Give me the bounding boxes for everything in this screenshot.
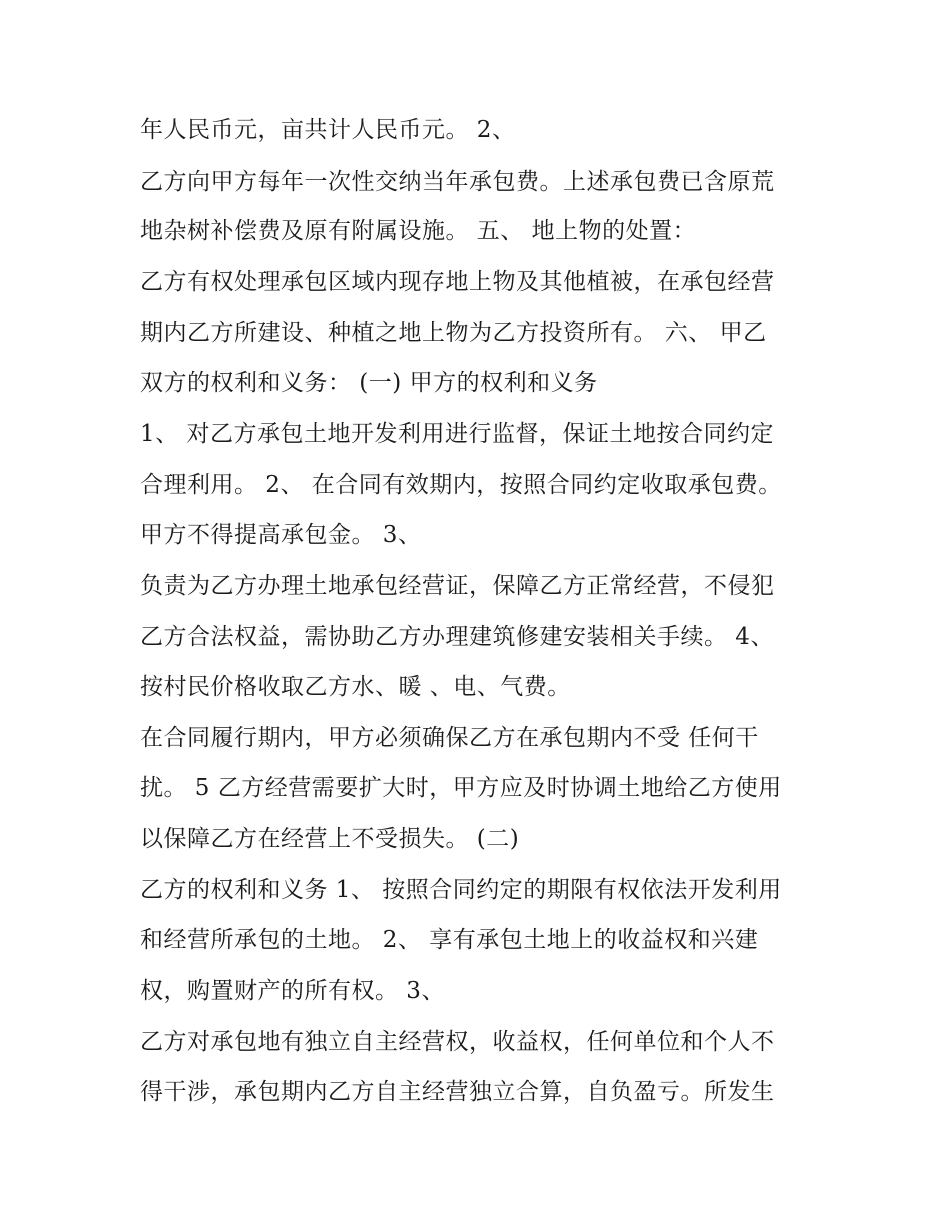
text-line-17: 和经营所承包的土地。 2、 享有承包土地上的收益权和兴建 (140, 927, 759, 953)
text-line-6: 双方的权利和义务： (一) 甲方的权利和义务 (140, 370, 598, 396)
text-line-13: 在合同履行期内，甲方必须确保乙方在承包期内不受 任何干 (140, 725, 759, 751)
text-line-16: 乙方的权利和义务 1、 按照合同约定的期限有权依法开发利用 (140, 877, 782, 903)
text-line-2: 乙方向甲方每年一次性交纳当年承包费。上述承包费已含原荒 (140, 169, 775, 195)
text-line-20: 得干涉，承包期内乙方自主经营独立合算，自负盈亏。所发生 (140, 1079, 775, 1105)
text-line-18: 权，购置财产的所有权。 3、 (140, 978, 445, 1004)
text-line-12: 按村民价格收取乙方水、暖 、电、气费。 (140, 674, 571, 700)
text-line-8: 合理利用。 2、 在合同有效期内，按照合同约定收取承包费。 (140, 472, 782, 498)
text-line-14: 扰。 5 乙方经营需要扩大时，甲方应及时协调土地给乙方使用 (140, 775, 782, 801)
text-line-5: 期内乙方所建设、种植之地上物为乙方投资所有。 六、 甲乙 (140, 320, 767, 346)
text-line-3: 地杂树补偿费及原有附属设施。 五、 地上物的处置： (140, 218, 697, 244)
text-line-15: 以保障乙方在经营上不受损失。 (二) (140, 826, 520, 852)
text-line-19: 乙方对承包地有独立自主经营权，收益权，任何单位和个人不 (140, 1029, 775, 1055)
text-line-11: 乙方合法权益，需协助乙方办理建筑修建安装相关手续。 4、 (140, 624, 774, 650)
text-line-7: 1、 对乙方承包土地开发利用进行监督，保证土地按合同约定 (140, 421, 774, 447)
text-line-1: 年人民币元，亩共计人民币元。 2、 (140, 117, 516, 143)
text-line-4: 乙方有权处理承包区域内现存地上物及其他植被，在承包经营 (140, 269, 775, 295)
text-line-10: 负责为乙方办理土地承包经营证，保障乙方正常经营，不侵犯 (140, 573, 775, 599)
text-line-9: 甲方不得提高承包金。 3、 (140, 522, 422, 548)
